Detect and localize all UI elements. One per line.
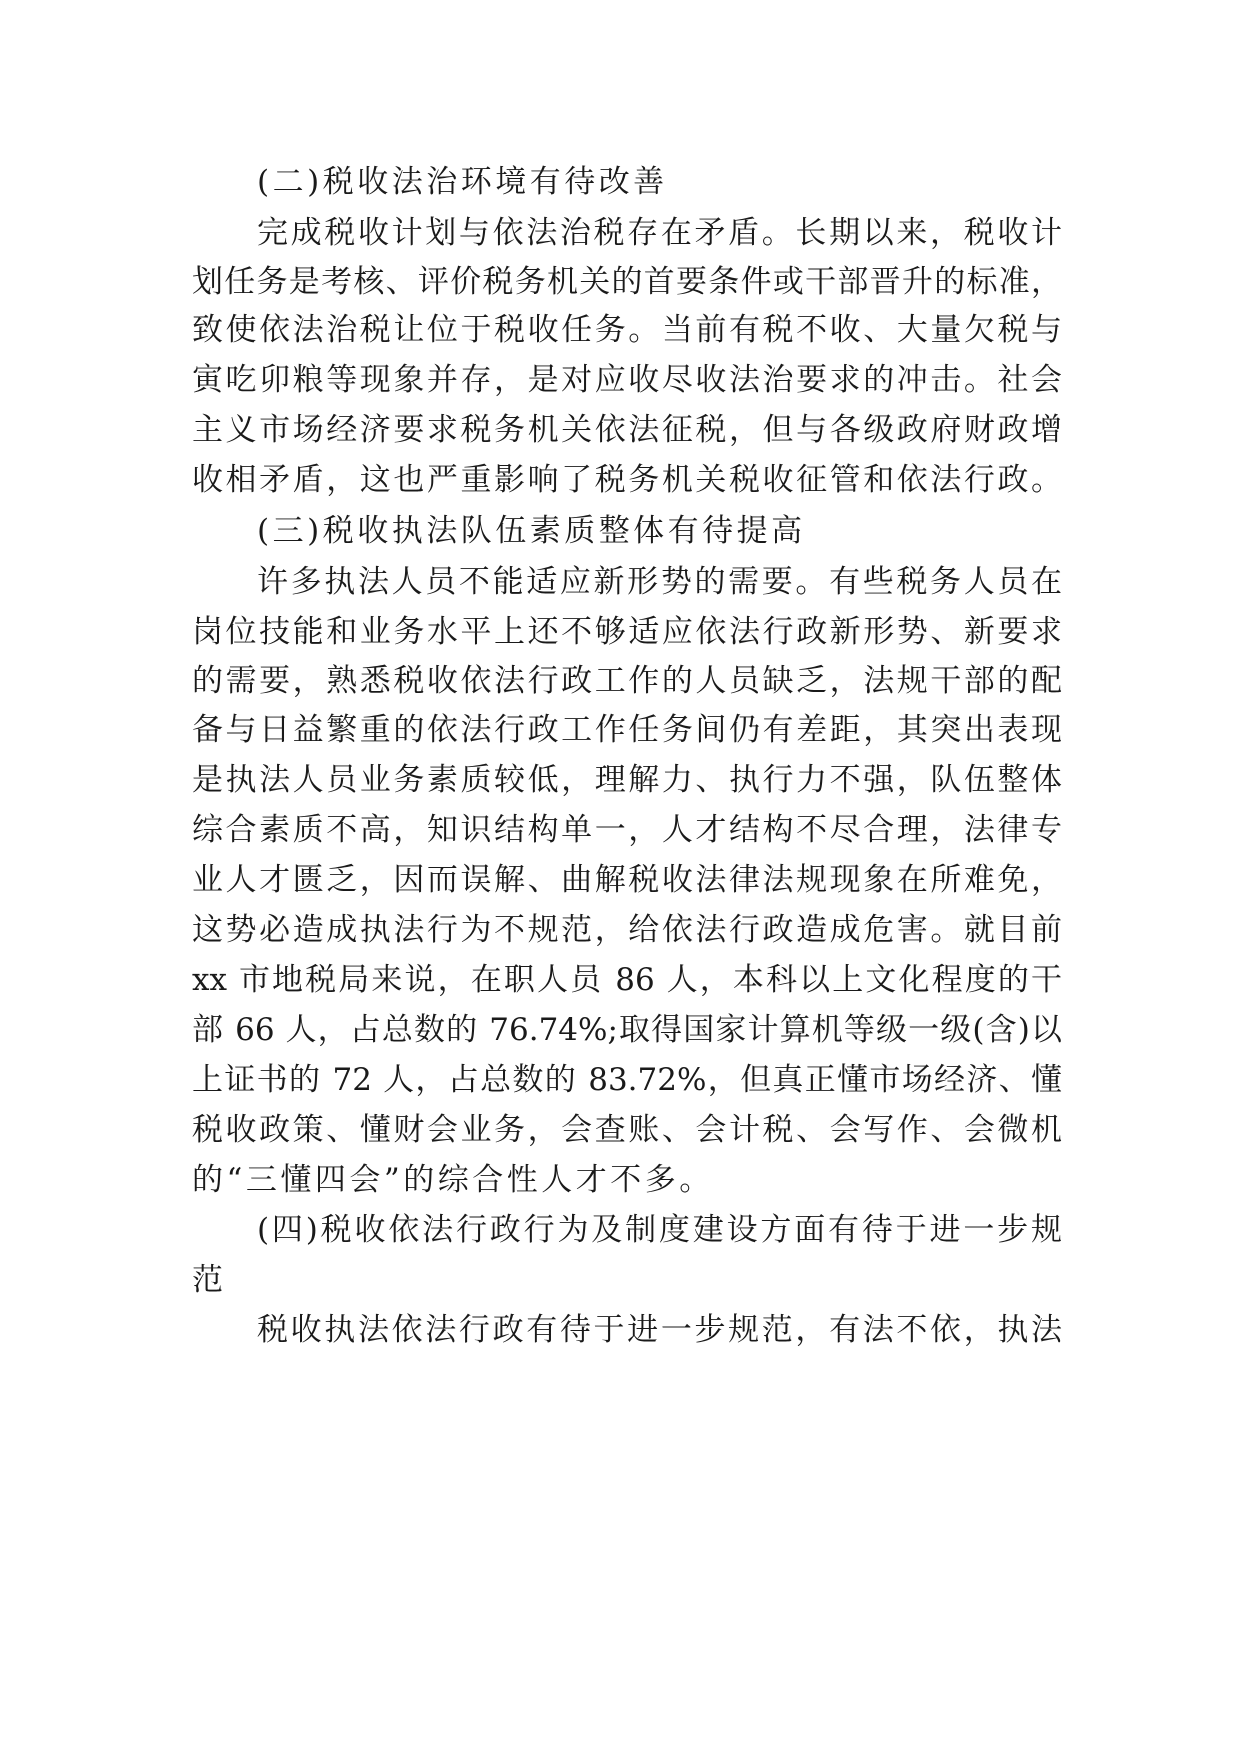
paragraph-line: 划任务是考核、评价税务机关的首要条件或干部晋升的标准，	[192, 264, 1062, 300]
paragraph-line: 综合素质不高，知识结构单一，人才结构不尽合理，法律专	[192, 812, 1062, 848]
paragraph-line: 的“三懂四会”的综合性人才不多。	[192, 1162, 714, 1198]
paragraph-line: 主义市场经济要求税务机关依法征税，但与各级政府财政增	[192, 412, 1062, 448]
paragraph-line: xx 市地税局来说，在职人员 86 人，本科以上文化程度的干	[192, 962, 1062, 998]
paragraph-line: 收相矛盾，这也严重影响了税务机关税收征管和依法行政。	[192, 462, 1062, 498]
paragraph-line: 完成税收计划与依法治税存在矛盾。长期以来，税收计	[257, 215, 1062, 251]
paragraph-line: 许多执法人员不能适应新形势的需要。有些税务人员在	[257, 564, 1062, 600]
paragraph-line: 岗位技能和业务水平上还不够适应依法行政新形势、新要求	[192, 614, 1062, 650]
paragraph-line: 寅吃卯粮等现象并存，是对应收尽收法治要求的冲击。社会	[192, 362, 1062, 398]
paragraph-line: 的需要，熟悉税收依法行政工作的人员缺乏，法规干部的配	[192, 663, 1062, 699]
section-heading-3: (三)税收执法队伍素质整体有待提高	[257, 513, 806, 549]
paragraph-line: 部 66 人，占总数的 76.74%;取得国家计算机等级一级(含)以	[192, 1012, 1062, 1048]
paragraph-line: 这势必造成执法行为不规范，给依法行政造成危害。就目前	[192, 912, 1062, 948]
section-heading-4: (四)税收依法行政行为及制度建设方面有待于进一步规	[257, 1212, 1062, 1248]
paragraph-line: 致使依法治税让位于税收任务。当前有税不收、大量欠税与	[192, 312, 1062, 348]
paragraph-line: 税收政策、懂财会业务，会查账、会计税、会写作、会微机	[192, 1112, 1062, 1148]
paragraph-line: 上证书的 72 人，占总数的 83.72%，但真正懂市场经济、懂	[192, 1062, 1062, 1098]
paragraph-line: 业人才匮乏，因而误解、曲解税收法律法规现象在所难免，	[192, 862, 1062, 898]
paragraph-line: 是执法人员业务素质较低，理解力、执行力不强，队伍整体	[192, 762, 1062, 798]
section-heading-4-continued: 范	[192, 1262, 227, 1298]
paragraph-line: 税收执法依法行政有待于进一步规范，有法不依，执法	[257, 1312, 1062, 1348]
section-heading-2: (二)税收法治环境有待改善	[257, 164, 668, 200]
paragraph-line: 备与日益繁重的依法行政工作任务间仍有差距，其突出表现	[192, 712, 1062, 748]
